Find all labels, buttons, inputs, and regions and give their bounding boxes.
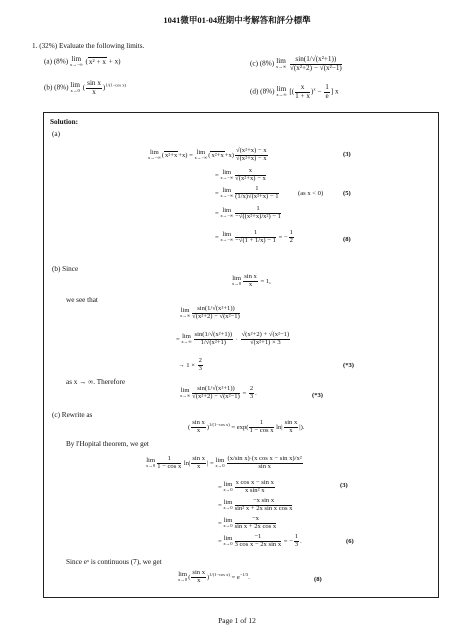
eq-c2: lim x→0 $\frac{1}{\text{1 − cos x}}$ ln| $\frac{\text{sin x}}{x}$ | = lim x→0 $\frac{\text{(x/sin x)·(x cos x − sin x)/x²}}{\text{sin x}}$ — [146, 455, 302, 470]
eq-b2: lim x→∞ $\frac{\text{sin(1/√(x²+1))}}{\text{√(x²+2) − √(x²−1)}}$ — [180, 305, 240, 320]
problem-c-label: (c) (8%) — [250, 59, 275, 68]
since-ex-text: Since eˣ is continuous (7), we get — [66, 558, 162, 566]
problem-b: (b) (8%) lim x→0 ( $\frac{\text{sin x}}{x}$ )$^{1/(1-cos x)}$ — [44, 79, 126, 96]
hopital-text: By l'Hopital theorem, we get — [66, 440, 149, 448]
eq-a4: = lim x→−∞ $\frac{1}{\text{−√((x²+x)/x²) − 1}}$ — [215, 205, 281, 220]
part-c-label: (c) Rewrite as — [52, 411, 93, 419]
note-as-x-neg: (as x < 0) — [298, 190, 324, 197]
limit-expression: lim x→0 — [70, 81, 80, 94]
problem-d-label: (d) (8%) — [250, 87, 275, 96]
score-c1: (3) — [340, 482, 348, 489]
eq-c5: = lim x→0 $\frac{-x}{\text{sin x + 2x cos x}}$ — [218, 515, 277, 530]
score-c3: (8) — [314, 576, 322, 583]
limit-expression: lim x→∞ — [275, 57, 287, 70]
problem-b-label: (b) (8%) — [44, 83, 69, 92]
score-c2: (6) — [346, 538, 354, 545]
eq-c3: = lim x→0 $\frac{\text{x cos x − sin x}}{\text{x sin² x}}$ — [218, 479, 274, 494]
page-title: 1041微甲01-04班期中考解答和評分標準 — [163, 15, 311, 25]
eq-c4: = lim x→0 $\frac{\text{−x sin x}}{\text{sin² x + 2x sin x cos x}}$ — [218, 497, 293, 512]
eq-c6: = lim x→0 $\frac{-1}{\text{3 cos x − 2x sin x}}$ = − $\frac{1}{3}$ . — [218, 533, 302, 548]
limit-expression: lim x→∞ — [276, 85, 287, 98]
eq-a1: lim x→−∞ (x²+x+x) = lim x→−∞ (x²+x+x) $\frac{\text{√(x²+x) − x}}{\text{√(x²+x) − x}}$ — [148, 147, 267, 162]
page-number: Page 1 of 12 — [218, 616, 256, 625]
score-a3: (8) — [343, 236, 351, 243]
eq-a3: = lim x→−∞ $\frac{1}{\text{(1/x)√(x²+x) − 1}}$ — [215, 185, 279, 200]
eq-c7: lim x→0 ( $\frac{\text{sin x}}{x}$ )$^{1/(1-cos x)} = e^{-1/3}$. — [178, 569, 250, 584]
problem-c: (c) (8%) lim x→∞ $\frac{\text{sin(1/√(x²+1))}}{\text{√(x²+2) − √(x²−1)}}$ — [250, 55, 342, 72]
problem-a: (a) (8%) lim x→−∞ (x² + x + x) — [44, 55, 121, 68]
score-a2: (5) — [343, 190, 351, 197]
problem-a-label: (a) (8%) — [44, 57, 69, 66]
limit-expression: lim x→−∞ — [69, 55, 83, 68]
see-that-text: we see that — [66, 296, 98, 304]
eq-b3: = lim x→∞ $\frac{\text{sin(1/√(x²+1))}}{\text{1/√(x²+1)}}$ · $\frac{\text{√(x²+2) + √(x²−1)}}{\text{√(x²+1) × 3}}$ — [176, 331, 290, 346]
problem-d: (d) (8%) lim x→∞ [( $\frac{x}{1 + x}$ )$^x$ − $\frac{1}{e}$ ] x — [250, 83, 339, 100]
score-b1: (*3) — [343, 362, 354, 369]
eq-b5: lim x→∞ $\frac{\text{sin(1/√(x²+1))}}{\text{√(x²+2) − √(x²−1)}}$ = $\frac{2}{3}$ . — [180, 385, 257, 400]
part-b-label: (b) Since — [52, 265, 79, 273]
as-x-inf-text: as x → ∞. Therefore — [66, 378, 126, 386]
score-a1: (3) — [343, 151, 351, 158]
eq-b1: lim x→0 $\frac{\text{sin x}}{x}$ = 1, — [232, 273, 271, 288]
solution-heading: Solution: — [50, 118, 78, 126]
eq-a5: = lim x→−∞ $\frac{1}{-√(1 + 1/x) - 1}$ = − $\frac{1}{2}$ — [215, 229, 293, 244]
problem-label: 1. (32%) Evaluate the following limits. — [32, 42, 145, 50]
eq-b4: → 1 × $\frac{2}{3}$ — [178, 357, 202, 372]
part-a-label: (a) — [52, 130, 60, 138]
eq-a2: = lim x→−∞ $\frac{x}{\text{√(x²+x) − x}}$ — [215, 167, 266, 182]
score-b2: (*3) — [312, 392, 323, 399]
eq-c1: ( $\frac{\text{sin x}}{x}$ )$^{1/(1-cos x)}$ = exp( $\frac{1}{\text{1 − cos x}}$ ln| $\frac{\text{sin x}}{x}$ |). — [188, 419, 305, 434]
